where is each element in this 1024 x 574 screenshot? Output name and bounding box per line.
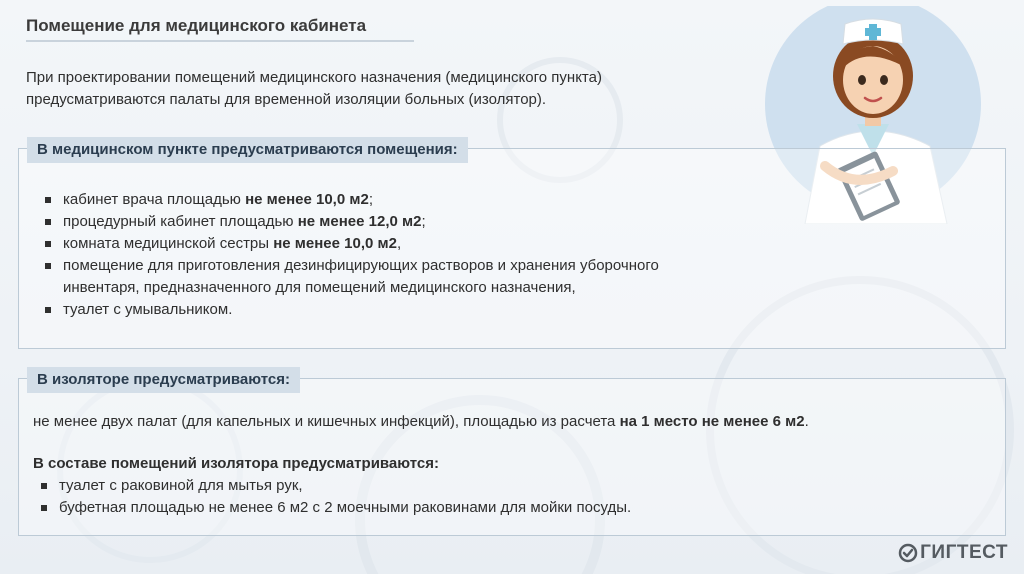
bullet-square-icon [45, 241, 51, 247]
list-item: туалет с умывальником. [37, 299, 817, 321]
intro-paragraph [26, 67, 746, 111]
title-underline [26, 40, 414, 42]
bullet-square-icon [45, 263, 51, 269]
bullet-square-icon [41, 505, 47, 511]
intro-line-2: предусматриваются палаты для временной изоляции больных (изолятор). [26, 91, 547, 108]
bullet-square-icon [45, 307, 51, 313]
list-item: туалет с раковиной для мытья рук, [33, 475, 933, 497]
list-item: процедурный кабинет площадью не менее 12,0 м2; [37, 211, 817, 233]
bullet-square-icon [45, 197, 51, 203]
gigtest-logo [898, 542, 1008, 564]
isolator-header: В изоляторе предусматриваются: [27, 367, 300, 393]
list-item: комната медицинской сестры не менее 10,0 м2, [37, 233, 817, 255]
gigtest-logo-icon [898, 543, 918, 563]
medical-point-rooms-header: В медицинском пункте предусматриваются помещения: [27, 137, 468, 163]
medical-point-rooms-box [18, 141, 1006, 349]
bullet-square-icon [41, 483, 47, 489]
list-item: помещение для приготовления дезинфицирующих растворов и хранения уборочного инвентаря, предназначенного для помещений медицинского назначения, [37, 255, 817, 299]
list-item: буфетная площадью не менее 6 м2 с 2 моечными раковинами для мойки посуды. [33, 497, 933, 519]
intro-line-1: При проектировании помещений медицинского назначения (медицинского пункта) [26, 69, 602, 86]
page-title: Помещение для медицинского кабинета [26, 16, 367, 35]
medical-point-rooms-list [37, 189, 817, 321]
list-item: кабинет врача площадью не менее 10,0 м2; [37, 189, 817, 211]
isolator-wards-text: не менее двух палат (для капельных и кишечных инфекций), площадью из расчета на 1 место не менее 6 м2. [33, 413, 809, 430]
logo-text: ГИГТЕСТ [920, 542, 1008, 563]
isolator-rooms-subheader: В составе помещений изолятора предусматриваются: [33, 455, 439, 472]
isolator-rooms-list [33, 475, 933, 519]
bullet-square-icon [45, 219, 51, 225]
isolator-box [18, 371, 1006, 536]
